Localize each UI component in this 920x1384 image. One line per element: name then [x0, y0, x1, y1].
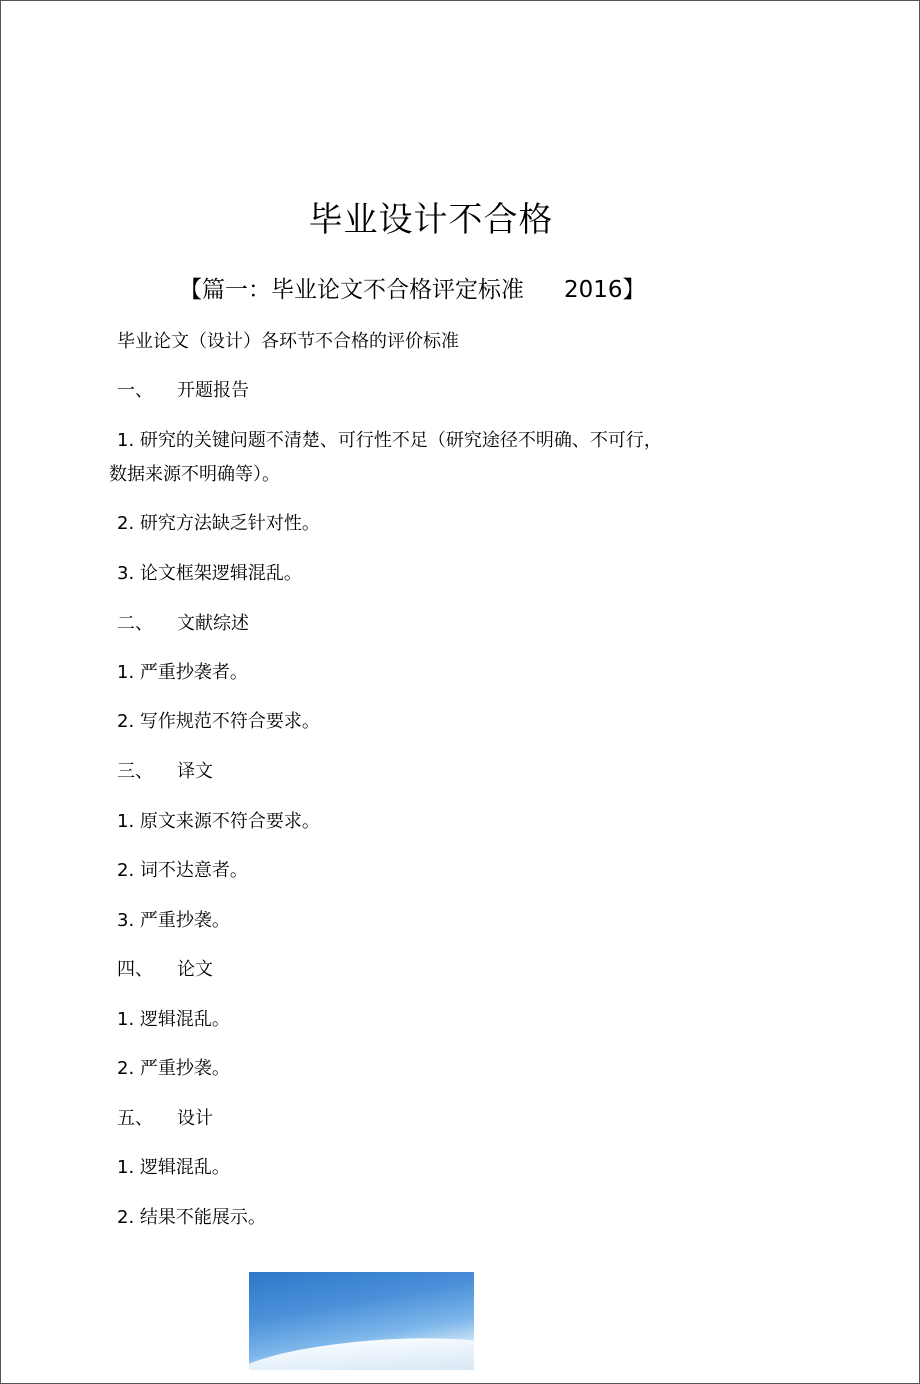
list-item: 3. 严重抄袭。: [117, 910, 230, 931]
subtitle-main: 【篇一：毕业论文不合格评定标准: [179, 277, 524, 303]
intro-text: 毕业论文（设计）各环节不合格的评价标准: [117, 331, 459, 352]
section-name: 论文: [177, 959, 213, 980]
list-item: 1. 原文来源不符合要求。: [117, 811, 320, 832]
subtitle-year: 2016】: [564, 277, 646, 303]
list-item: 2. 严重抄袭。: [117, 1058, 230, 1079]
list-item: 2. 写作规范不符合要求。: [117, 711, 320, 732]
section-name: 设计: [177, 1108, 213, 1129]
section-heading: [117, 378, 249, 404]
section-name: 译文: [177, 761, 213, 782]
section-number: 四、: [117, 959, 153, 980]
section-number: 一、: [117, 380, 153, 401]
section-heading: [117, 759, 213, 785]
list-item: 1. 逻辑混乱。: [117, 1157, 230, 1178]
list-item: 1. 研究的关键问题不清楚、可行性不足（研究途径不明确、不可行，: [117, 430, 662, 451]
list-item: 2. 研究方法缺乏针对性。: [117, 513, 320, 534]
section-name: 开题报告: [177, 380, 249, 401]
list-item: 2. 结果不能展示。: [117, 1207, 266, 1228]
list-item: 3. 论文框架逻辑混乱。: [117, 563, 302, 584]
section-number: 五、: [117, 1108, 153, 1129]
document-subtitle: [179, 273, 646, 307]
section-number: 二、: [117, 613, 153, 634]
list-item: 1. 严重抄袭者。: [117, 662, 248, 683]
list-item: 1. 逻辑混乱。: [117, 1009, 230, 1030]
section-number: 三、: [117, 761, 153, 782]
section-heading: [117, 957, 213, 983]
section-heading: [117, 611, 249, 637]
list-item: 2. 词不达意者。: [117, 860, 248, 881]
footer-sky-image: [249, 1272, 474, 1370]
list-item: 数据来源不明确等）。: [109, 464, 280, 485]
section-name: 文献综述: [177, 613, 249, 634]
section-heading: [117, 1106, 213, 1132]
document-title: 毕业设计不合格: [308, 200, 554, 240]
